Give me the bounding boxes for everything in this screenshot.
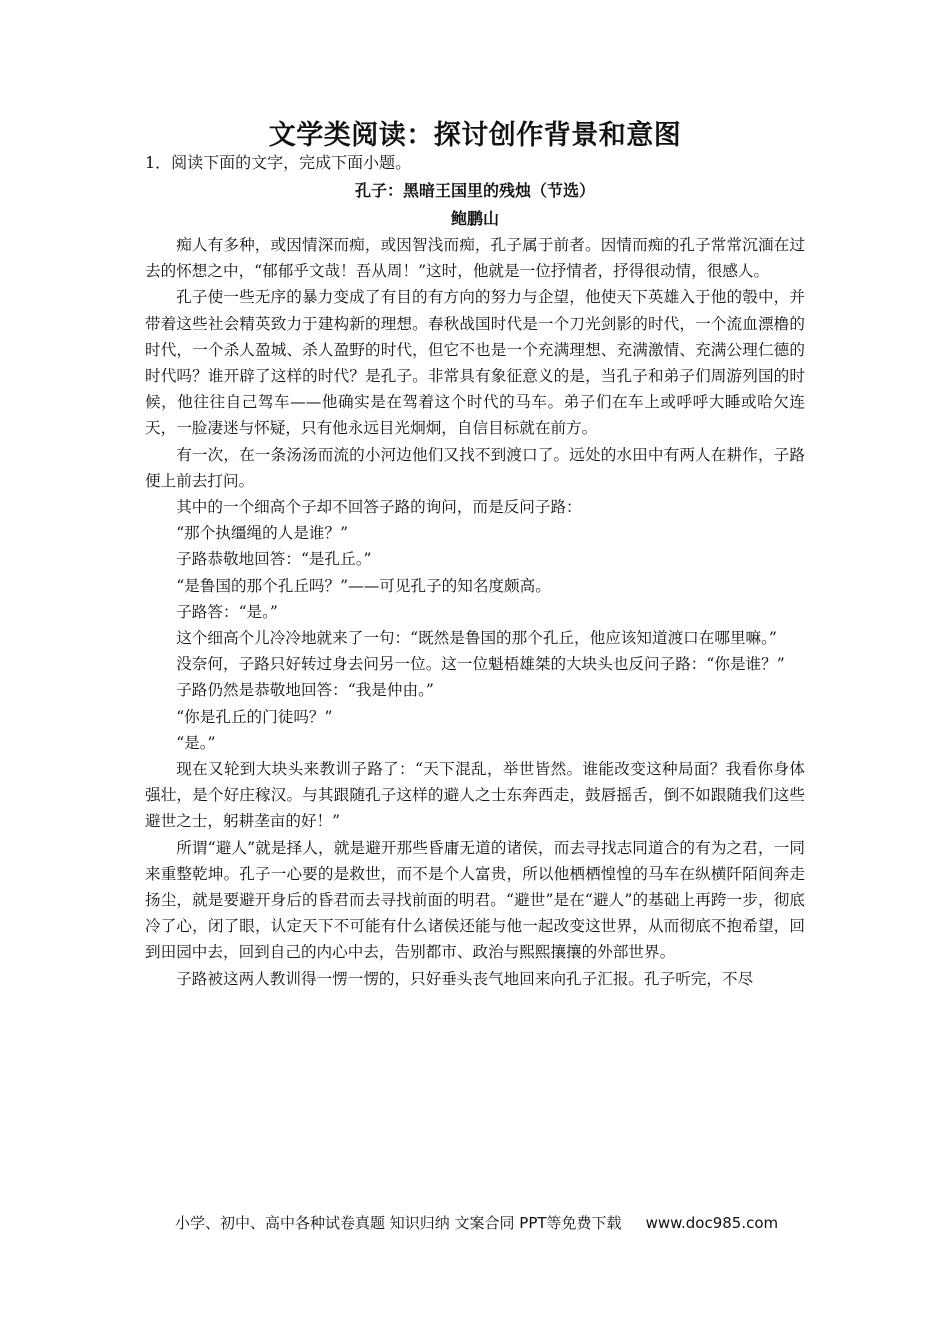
paragraph: “那个执缰绳的人是谁？” (176, 524, 349, 543)
paragraph: 孔子使一些无序的暴力变成了有目的有方向的努力与企望，他使天下英雄入于他的彀中，并带着这些社会精英致力于建构新的理想。春秋战国时代是一个刀光剑影的时代，一个流血漂橹的时代，一个杀人盈城、杀人盈野的时代，但它不也是一个充满理想、充满激情、充满公理仁德的时代吗？谁开辟了这样的时代？是孔子。非常具有象征意义的是，当孔子和弟子们周游列国的时候，他往往自己驾车——他确实是在驾着这个时代的马车。弟子们在车上或呼呼大睡或哈欠连天，一脸凄迷与怀疑，只有他永远目光炯炯，自信目标就在前方。 (145, 288, 805, 438)
page-footer (175, 1212, 825, 1233)
paragraph: 其中的一个细高个子却不回答子路的询问，而是反问子路： (176, 498, 582, 517)
paragraph: “是。” (176, 733, 216, 752)
footer-text: 小学、初中、高中各种试卷真题 知识归纳 文案合同 PPT等免费下载 (175, 1214, 622, 1232)
paragraph: 痴人有多种，或因情深而痴，或因智浅而痴，孔子属于前者。因情而痴的孔子常常沉湎在过去的怀想之中，“郁郁乎文哉！吾从周！”这时，他就是一位抒情者，抒得很动情，很感人。 (145, 236, 805, 281)
page-title: 文学类阅读：探讨创作背景和意图 (268, 120, 682, 151)
paragraph: 子路被这两人教训得一愣一愣的，只好垂头丧气地回来向孔子汇报。孔子听完，不尽 (176, 969, 754, 988)
paragraph: 没奈何，子路只好转过身去问另一位。这一位魁梧雄桀的大块头也反问子路：“你是谁？” (176, 655, 785, 674)
question-prompt: 1．阅读下面的文字，完成下面小题。 (145, 153, 412, 172)
footer-url: www.doc985.com (645, 1214, 779, 1232)
article-author: 鲍鹏山 (450, 209, 499, 228)
article-title: 孔子：黑暗王国里的残烛（节选） (354, 181, 595, 200)
paragraph: 子路答：“是。” (176, 602, 278, 621)
paragraph: 子路仍然是恭敬地回答：“我是仲由。” (176, 681, 434, 700)
paragraph: 有一次，在一条汤汤而流的小河边他们又找不到渡口了。远处的水田中有两人在耕作，子路便上前去打问。 (145, 445, 805, 490)
paragraph: “你是孔丘的门徒吗？” (176, 707, 333, 726)
article-body (145, 232, 805, 992)
paragraph: 现在又轮到大块头来教训子路了：“天下混乱，举世皆然。谁能改变这种局面？我看你身体强壮，是个好庄稼汉。与其跟随孔子这样的避人之士东奔西走，鼓唇摇舌，倒不如跟随我们这些避世之士，躬耕垄亩的好！” (145, 760, 805, 831)
paragraph: 子路恭敬地回答：“是孔丘。” (176, 550, 372, 569)
paragraph: 所谓“避人”就是择人，就是避开那些昏庸无道的诸侯，而去寻找志同道合的有为之君，一同来重整乾坤。孔子一心要的是救世，而不是个人富贵，所以他栖栖惶惶的马车在纵横阡陌间奔走扬尘，就是要避开身后的昏君而去寻找前面的明君。“避世”是在“避人”的基础上再跨一步，彻底冷了心，闭了眼，认定天下不可能有什么诸侯还能与他一起改变这世界，从而彻底不抱希望，回到田园中去，回到自己的内心中去，告别都市、政治与熙熙攘攘的外部世界。 (145, 838, 805, 962)
paragraph: “是鲁国的那个孔丘吗？”——可见孔子的知名度颇高。 (176, 576, 551, 595)
paragraph: 这个细高个儿冷冷地就来了一句：“既然是鲁国的那个孔丘，他应该知道渡口在哪里嘛。” (176, 629, 777, 648)
